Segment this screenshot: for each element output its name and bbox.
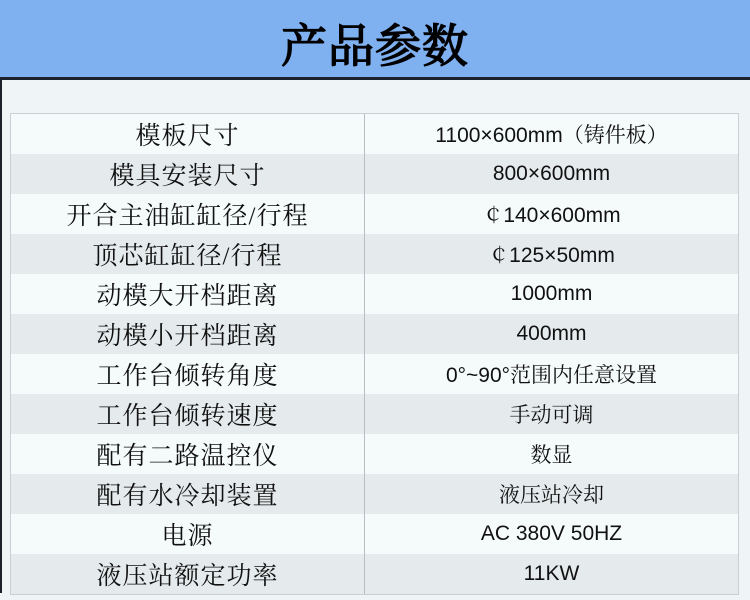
title-banner [0,0,750,77]
parameter-name: 配有水冷却装置 [11,474,365,514]
table-row [11,234,738,274]
parameter-name: 开合主油缸缸径/行程 [11,194,365,234]
table-row [11,354,738,394]
page-title: 产品参数 [281,19,469,72]
parameter-value: 液压站冷却 [499,484,604,507]
parameter-name: 电源 [11,514,365,554]
parameter-value: AC 380V 50HZ [480,522,623,545]
table-row [11,194,738,234]
banner-divider-line [0,77,750,80]
parameter-value: 800×600mm [492,162,611,185]
table-row [11,274,738,314]
table-row [11,114,738,154]
parameter-value: 数显 [530,444,573,467]
left-edge-line [0,80,2,593]
parameter-value: ￠140×600mm [482,204,621,227]
parameter-value: 0°~90°范围内任意设置 [445,364,658,387]
table-row [11,154,738,194]
parameter-value: 1000mm [510,282,593,305]
table-row [11,314,738,354]
parameter-name: 工作台倾转角度 [11,354,365,394]
table-row [11,514,738,554]
parameter-name: 动模小开档距离 [11,314,365,354]
table-row [11,554,738,594]
parameter-name: 顶芯缸缸径/行程 [11,234,365,274]
parameter-name: 模板尺寸 [11,114,365,154]
table-row [11,474,738,514]
parameter-value: 1100×600mm（铸件板） [435,124,668,147]
parameter-name: 工作台倾转速度 [11,394,365,434]
parameters-table [10,113,739,595]
parameter-value: 手动可调 [509,404,594,427]
parameter-value: 400mm [516,322,587,345]
parameter-value: 11KW [523,562,580,585]
parameter-value: ￠125×50mm [488,244,615,267]
table-row [11,434,738,474]
parameter-name: 液压站额定功率 [11,554,365,594]
table-row [11,394,738,434]
parameter-name: 模具安装尺寸 [11,154,365,194]
parameter-name: 动模大开档距离 [11,274,365,314]
parameter-name: 配有二路温控仪 [11,434,365,474]
